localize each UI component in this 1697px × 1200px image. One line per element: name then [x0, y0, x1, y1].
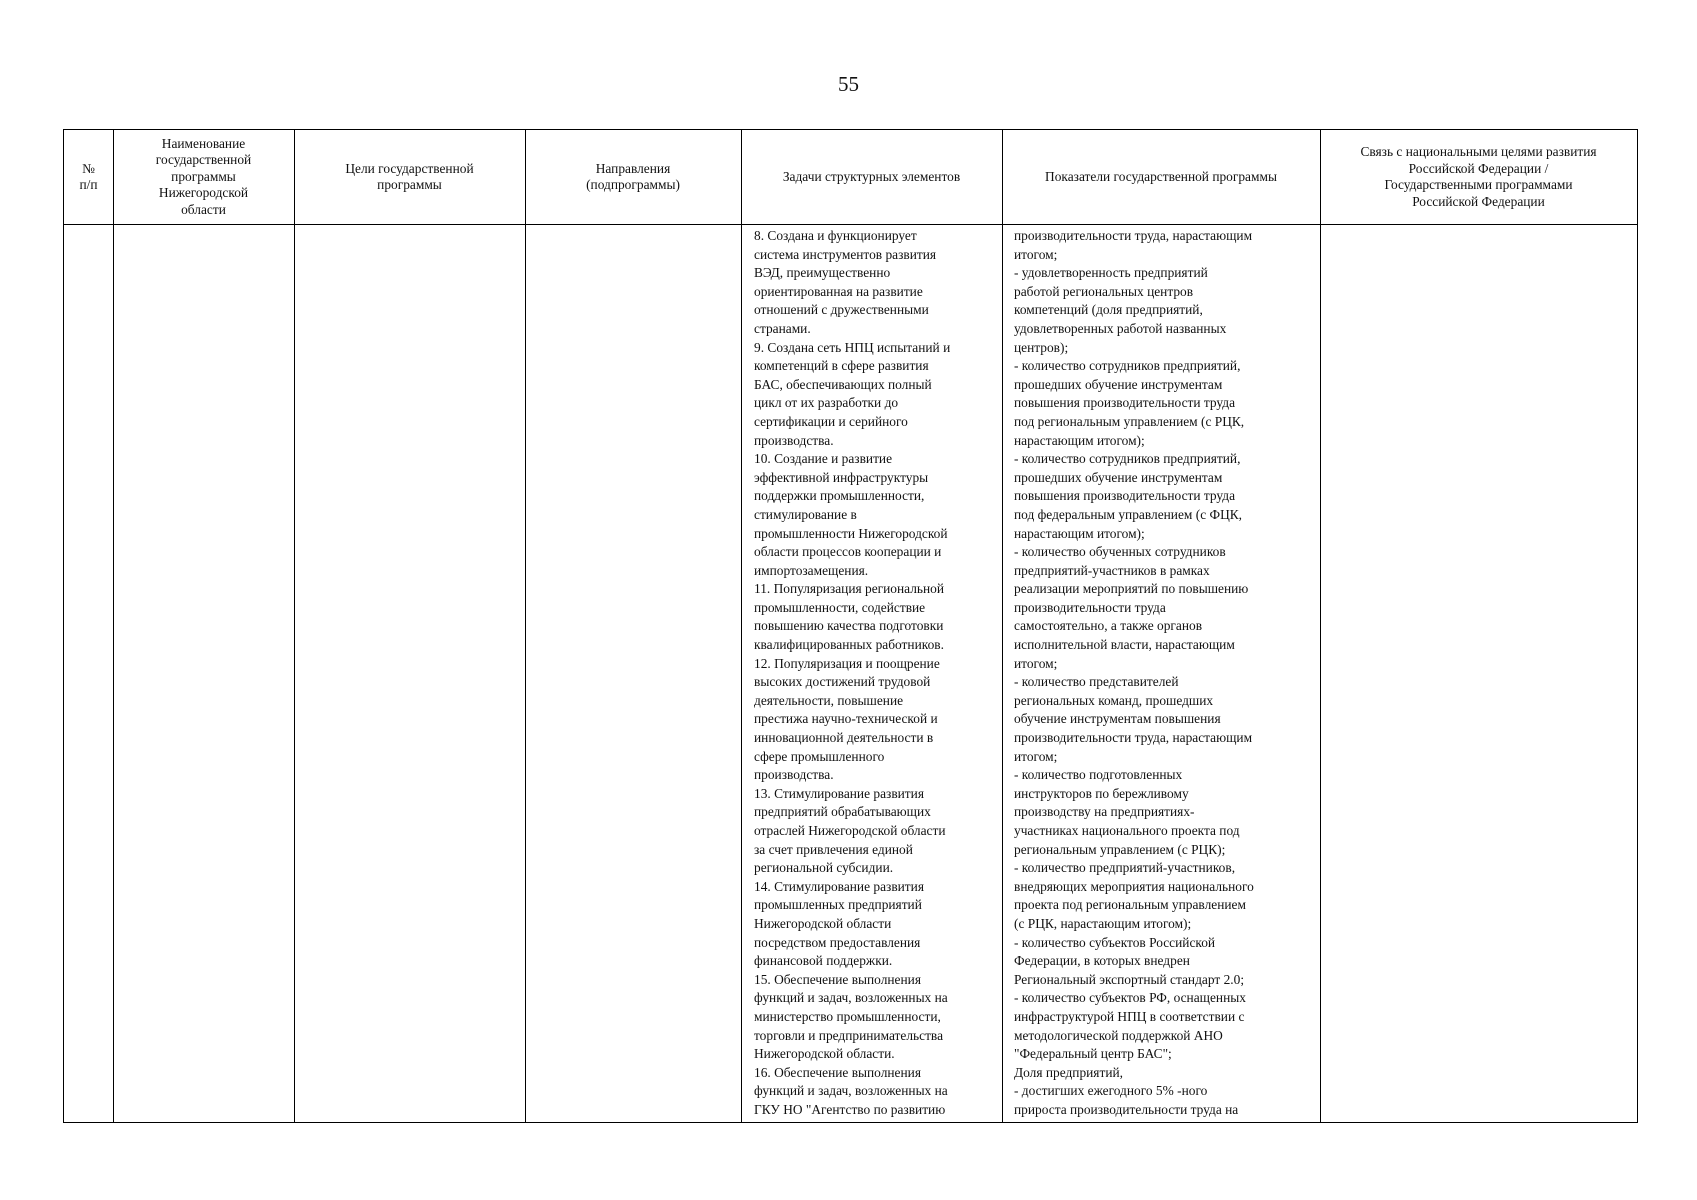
- header-number: [64, 130, 113, 224]
- header-indicators-label: Показатели государственной программы: [1045, 168, 1277, 184]
- header-tasks-label: Задачи структурных элементов: [782, 168, 961, 184]
- indicators-cell: производительности труда, нарастающим итогом; - удовлетворенность предприятий работой региональных центров компетенций (доля предприятий, удовлетворенных работой названных центров); - количество сотрудников предприятий, прошедших обучение инструментам повышения производительности труда под региональным управлением (с РЦК, нарастающим итогом); - количество сотрудников предприятий, прошедших обучение инструментам повышения производительности труда под федеральным управлением (с ФЦК, нарастающим итогом); - количество обученных сотрудников предприятий-участников в рамках реализации мероприятий по повышению производительности труда самостоятельно, а также органов исполнительной власти, нарастающим итогом; - количество представителей региональных команд, прошедших обучение инструментам повышения производительности труда, нарастающим итогом; - количество подготовленных инструкторов по бережливому производству на предприятиях- участниках национального проекта под региональным управлением (с РЦК); - количество предприятий-участников, внедряющих мероприятия национального проекта под региональным управлением (с РЦК, нарастающим итогом); - количество субъектов Российской Федерации, в которых внедрен Региональный экспортный стандарт 2.0; - количество субъектов РФ, оснащенных инфраструктурой НПЦ в соответствии с методологической поддержкой АНО "Федеральный центр БАС"; Доля предприятий, - достигших ежегодного 5% -ного прироста производительности труда на: [1014, 228, 1254, 1117]
- tasks-cell: 8. Создана и функционирует система инструментов развития ВЭД, преимущественно ориентированная на развитие отношений с дружественными странами. 9. Создана сеть НПЦ испытаний и компетенций в сфере развития БАС, обеспечивающих полный цикл от их разработки до сертификации и серийного производства. 10. Создание и развитие эффективной инфраструктуры поддержки промышленности, стимулирование в промышленности Нижегородской области процессов кооперации и импортозамещения. 11. Популяризация региональной промышленности, содействие повышению качества подготовки квалифицированных работников. 12. Популяризация и поощрение высоких достижений трудовой деятельности, повышение престижа научно-технической и инновационной деятельности в сфере промышленного производства. 13. Стимулирование развития предприятий обрабатывающих отраслей Нижегородской области за счет привлечения единой региональной субсидии. 14. Стимулирование развития промышленных предприятий Нижегородской области посредством предоставления финансовой поддержки. 15. Обеспечение выполнения функций и задач, возложенных на министерство промышленности, торговли и предпринимательства Нижегородской области. 16. Обеспечение выполнения функций и задач, возложенных на ГКУ НО "Агентство по развитию: [754, 228, 951, 1117]
- header-program-name-label: Наименование государственной программы Нижегородской области: [155, 135, 252, 217]
- header-program-name: [113, 130, 294, 224]
- header-goals-label: Цели государственной программы: [345, 160, 474, 192]
- header-national-goals-label: Связь с национальными целями развития Российской Федерации / Государственными программами Российской Федерации: [1360, 144, 1597, 209]
- header-directions: [525, 130, 741, 224]
- program-table: [63, 129, 1638, 1123]
- header-tasks: [741, 130, 1002, 224]
- header-divider: [64, 224, 1637, 225]
- column-divider: [113, 130, 114, 1122]
- header-national-goals: [1320, 130, 1637, 224]
- header-directions-label: Направления (подпрограммы): [586, 160, 680, 192]
- column-divider: [525, 130, 526, 1122]
- column-divider: [294, 130, 295, 1122]
- header-goals: [294, 130, 525, 224]
- header-indicators: [1002, 130, 1320, 224]
- column-divider: [741, 130, 742, 1122]
- page-number: 55: [838, 72, 859, 96]
- header-number-label: № п/п: [79, 160, 98, 192]
